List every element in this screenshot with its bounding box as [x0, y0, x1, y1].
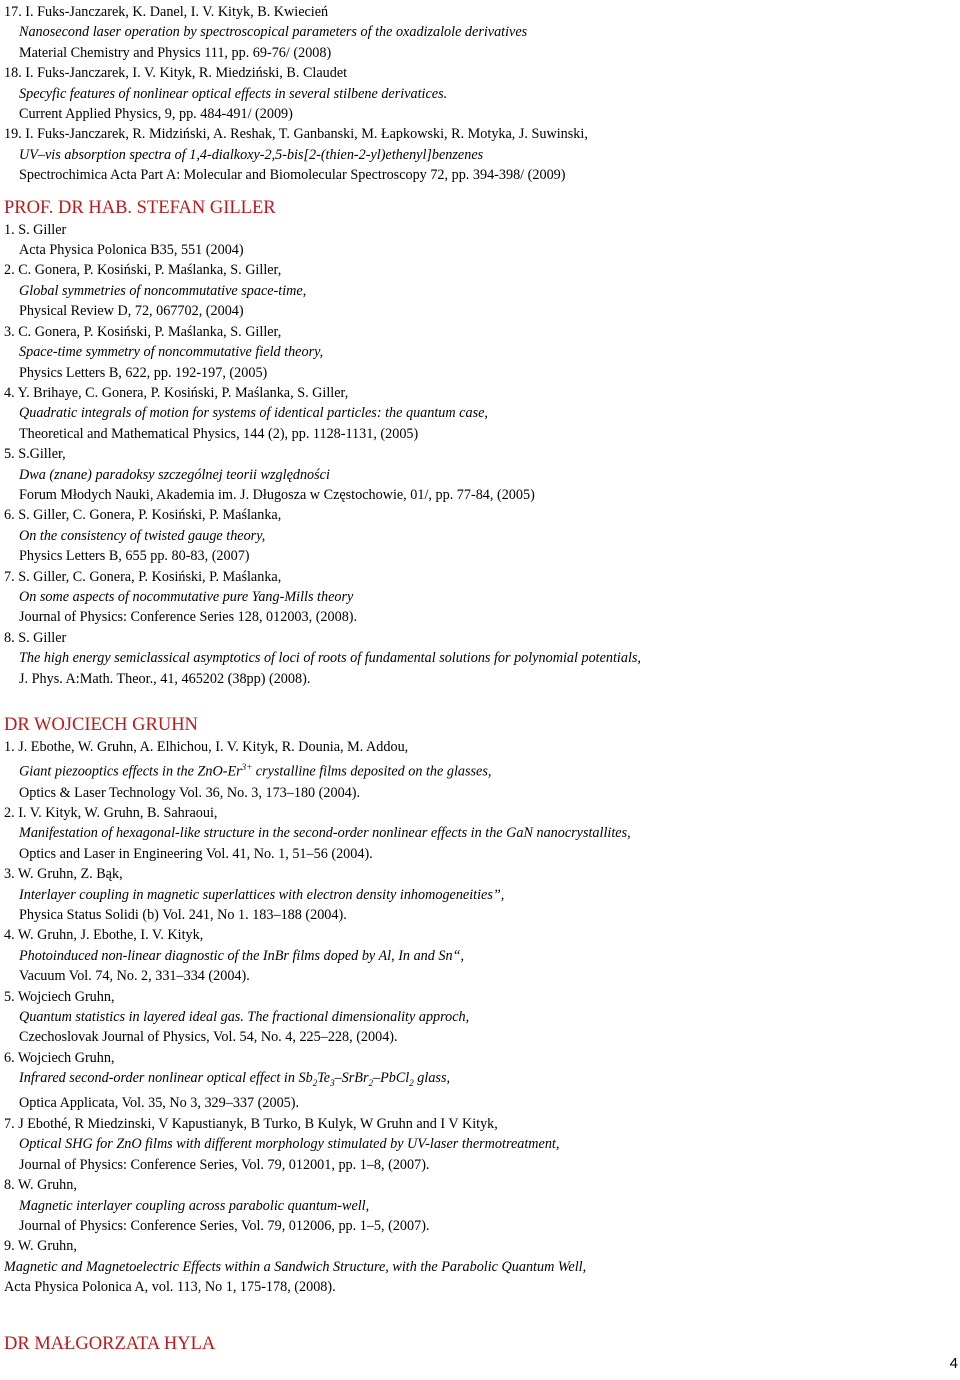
giller-ref-6-authors: 6. S. Giller, C. Gonera, P. Kosiński, P. Maślanka, [4, 507, 282, 524]
gruhn-ref-6-sub-3: 2 [368, 1078, 373, 1089]
gruhn-ref-2-source: Optics and Laser in Engineering Vol. 41, No. 1, 51–56 (2004). [19, 845, 373, 862]
giller-ref-1-authors: 1. S. Giller [4, 221, 67, 238]
giller-ref-1-source: Acta Physica Polonica B35, 551 (2004) [19, 242, 244, 259]
gruhn-ref-1-authors: 1. J. Ebothe, W. Gruhn, A. Elhichou, I. V. Kityk, R. Dounia, M. Addou, [4, 739, 409, 755]
gruhn-ref-6-sub-4: 2 [409, 1078, 414, 1089]
gruhn-ref-5-authors: 5. Wojciech Gruhn, [4, 988, 115, 1005]
giller-ref-8-source: J. Phys. A:Math. Theor., 41, 465202 (38pp) (2008). [19, 670, 311, 687]
section-heading-gruhn: DR WOJCIECH GRUHN [4, 715, 198, 735]
gruhn-ref-6-title-b: Te [317, 1070, 331, 1087]
gruhn-ref-8-title: Magnetic interlayer coupling across parabolic quantum-well, [19, 1197, 370, 1214]
gruhn-ref-5-title: Quantum statistics in layered ideal gas. The fractional dimensionality approch, [19, 1009, 470, 1026]
gruhn-ref-7-authors: 7. J Ebothé, R Miedzinski, V Kapustianyk, B Turko, B Kulyk, W Gruhn and I V Kityk, [4, 1115, 498, 1132]
gruhn-ref-6-title [4, 1068, 954, 1093]
giller-ref-8-authors: 8. S. Giller [4, 629, 67, 646]
giller-ref-8-title: The high energy semiclassical asymptotics of loci of roots of fundamental solutions for polynomial potentials, [19, 650, 641, 667]
gruhn-ref-9-authors: 9. W. Gruhn, [4, 1238, 77, 1255]
gruhn-ref-6-authors: 6. Wojciech Gruhn, [4, 1049, 115, 1066]
gruhn-ref-7-source: Journal of Physics: Conference Series, Vol. 79, 012001, pp. 1–8, (2007). [19, 1156, 430, 1173]
giller-ref-4-authors: 4. Y. Brihaye, C. Gonera, P. Kosiński, P. Maślanka, S. Giller, [4, 384, 349, 401]
gruhn-ref-6-sub-1: 2 [312, 1078, 318, 1089]
gruhn-ref-7-title: Optical SHG for ZnO films with different morphology stimulated by UV-laser thermotreatment, [19, 1136, 560, 1153]
giller-ref-3-authors: 3. C. Gonera, P. Kosiński, P. Maślanka, S. Giller, [4, 323, 282, 340]
page-number: 4 [949, 1355, 958, 1372]
giller-ref-4-source: Theoretical and Mathematical Physics, 144 (2), pp. 1128-1131, (2005) [19, 425, 419, 442]
ref-17-authors: 17. I. Fuks-Janczarek, K. Danel, I. V. Kityk, B. Kwiecień [4, 4, 329, 20]
gruhn-ref-1-title-sup: 3+ [241, 762, 253, 773]
giller-ref-5-authors: 5. S.Giller, [4, 446, 66, 463]
giller-ref-6-source: Physics Letters B, 655 pp. 80-83, (2007) [19, 548, 250, 565]
giller-ref-3-title: Space-time symmetry of noncommutative field theory, [19, 344, 324, 361]
document-page [4, 2, 954, 1356]
gruhn-ref-3-authors: 3. W. Gruhn, Z. Bąk, [4, 866, 123, 883]
gruhn-ref-1-title-a: Giant piezooptics effects in the ZnO-Er [19, 764, 242, 781]
giller-ref-4-title: Quadratic integrals of motion for systems of identical particles: the quantum case, [19, 405, 488, 422]
gruhn-ref-2-title: Manifestation of hexagonal-like structure in the second-order nonlinear effects in the GaN nanocrystallites, [19, 825, 631, 842]
ref-17-source: Material Chemistry and Physics 111, pp. 69-76/ (2008) [19, 44, 332, 61]
gruhn-ref-8-source: Journal of Physics: Conference Series, Vol. 79, 012006, pp. 1–5, (2007). [19, 1217, 430, 1234]
giller-ref-5-title: Dwa (znane) paradoksy szczególnej teorii względności [19, 466, 330, 483]
ref-18-authors: 18. I. Fuks-Janczarek, I. V. Kityk, R. Miedziński, B. Claudet [4, 65, 348, 82]
gruhn-ref-3-title: Interlayer coupling in magnetic superlattices with electron density inhomogeneities”, [19, 886, 505, 903]
ref-19-authors: 19. I. Fuks-Janczarek, R. Midziński, A. Reshak, T. Ganbanski, M. Łapkowski, R. Motyka, J. Suwinski, [4, 126, 588, 143]
gruhn-ref-4-title: Photoinduced non-linear diagnostic of the InBr films doped by Al, In and Sn“, [19, 947, 465, 964]
giller-ref-7-authors: 7. S. Giller, C. Gonera, P. Kosiński, P. Maślanka, [4, 568, 282, 585]
ref-18-title: Specyfic features of nonlinear optical effects in several stilbene derivatices. [19, 85, 448, 102]
gruhn-ref-1-source: Optics & Laser Technology Vol. 36, No. 3, 173–180 (2004). [19, 784, 361, 801]
gruhn-ref-5-source: Czechoslovak Journal of Physics, Vol. 54, No. 4, 225–228, (2004). [19, 1029, 398, 1046]
gruhn-ref-6-sub-2: 3 [330, 1078, 335, 1089]
giller-ref-7-title: On some aspects of nocommutative pure Yang-Mills theory [19, 588, 354, 605]
giller-ref-2-title: Global symmetries of noncommutative space-time, [19, 282, 307, 299]
giller-ref-5-source: Forum Młodych Nauki, Akademia im. J. Długosza w Częstochowie, 01/, pp. 77-84, (2005) [19, 486, 535, 503]
gruhn-ref-1-title-b: crystalline films deposited on the glasses, [252, 764, 492, 781]
gruhn-ref-3-source: Physica Status Solidi (b) Vol. 241, No 1. 183–188 (2004). [19, 906, 347, 923]
gruhn-ref-6-source: Optica Applicata, Vol. 35, No 3, 329–337 (2005). [19, 1095, 300, 1112]
gruhn-ref-2-authors: 2. I. V. Kityk, W. Gruhn, B. Sahraoui, [4, 804, 218, 821]
ref-19-source: Spectrochimica Acta Part A: Molecular and Biomolecular Spectroscopy 72, pp. 394-398/ (2009) [19, 167, 566, 184]
giller-ref-2-authors: 2. C. Gonera, P. Kosiński, P. Maślanka, S. Giller, [4, 262, 282, 279]
section-heading-hyla: DR MAŁGORZATA HYLA [4, 1333, 216, 1354]
gruhn-ref-9-source: Acta Physica Polonica A, vol. 113, No 1, 175-178, (2008). [4, 1279, 336, 1296]
gruhn-ref-6-title-c: –SrBr [334, 1070, 369, 1087]
ref-17-title: Nanosecond laser operation by spectroscopical parameters of the oxadizalole derivatives [19, 24, 528, 41]
section-heading-giller: PROF. DR HAB. STEFAN GILLER [4, 197, 276, 218]
gruhn-ref-9-title: Magnetic and Magnetoelectric Effects within a Sandwich Structure, with the Parabolic Quantum Well, [4, 1258, 587, 1275]
giller-ref-6-title: On the consistency of twisted gauge theory, [19, 527, 266, 544]
gruhn-ref-6-title-a: Infrared second-order nonlinear optical effect in Sb [19, 1070, 313, 1087]
ref-19-title: UV–vis absorption spectra of 1,4-dialkoxy-2,5-bis[2-(thien-2-yl)ethenyl]benzenes [19, 146, 484, 163]
gruhn-ref-6-title-d: –PbCl [372, 1070, 410, 1087]
giller-ref-7-source: Journal of Physics: Conference Series 128, 012003, (2008). [19, 609, 358, 626]
gruhn-ref-4-authors: 4. W. Gruhn, J. Ebothe, I. V. Kityk, [4, 927, 204, 944]
ref-18-source: Current Applied Physics, 9, pp. 484-491/ (2009) [19, 106, 293, 123]
gruhn-ref-4-source: Vacuum Vol. 74, No. 2, 331–334 (2004). [19, 968, 250, 985]
gruhn-ref-8-authors: 8. W. Gruhn, [4, 1177, 77, 1194]
giller-ref-3-source: Physics Letters B, 622, pp. 192-197, (2005) [19, 364, 268, 381]
gruhn-ref-1-title [4, 757, 954, 782]
giller-ref-2-source: Physical Review D, 72, 067702, (2004) [19, 303, 244, 320]
gruhn-ref-6-title-e: glass, [413, 1070, 451, 1087]
